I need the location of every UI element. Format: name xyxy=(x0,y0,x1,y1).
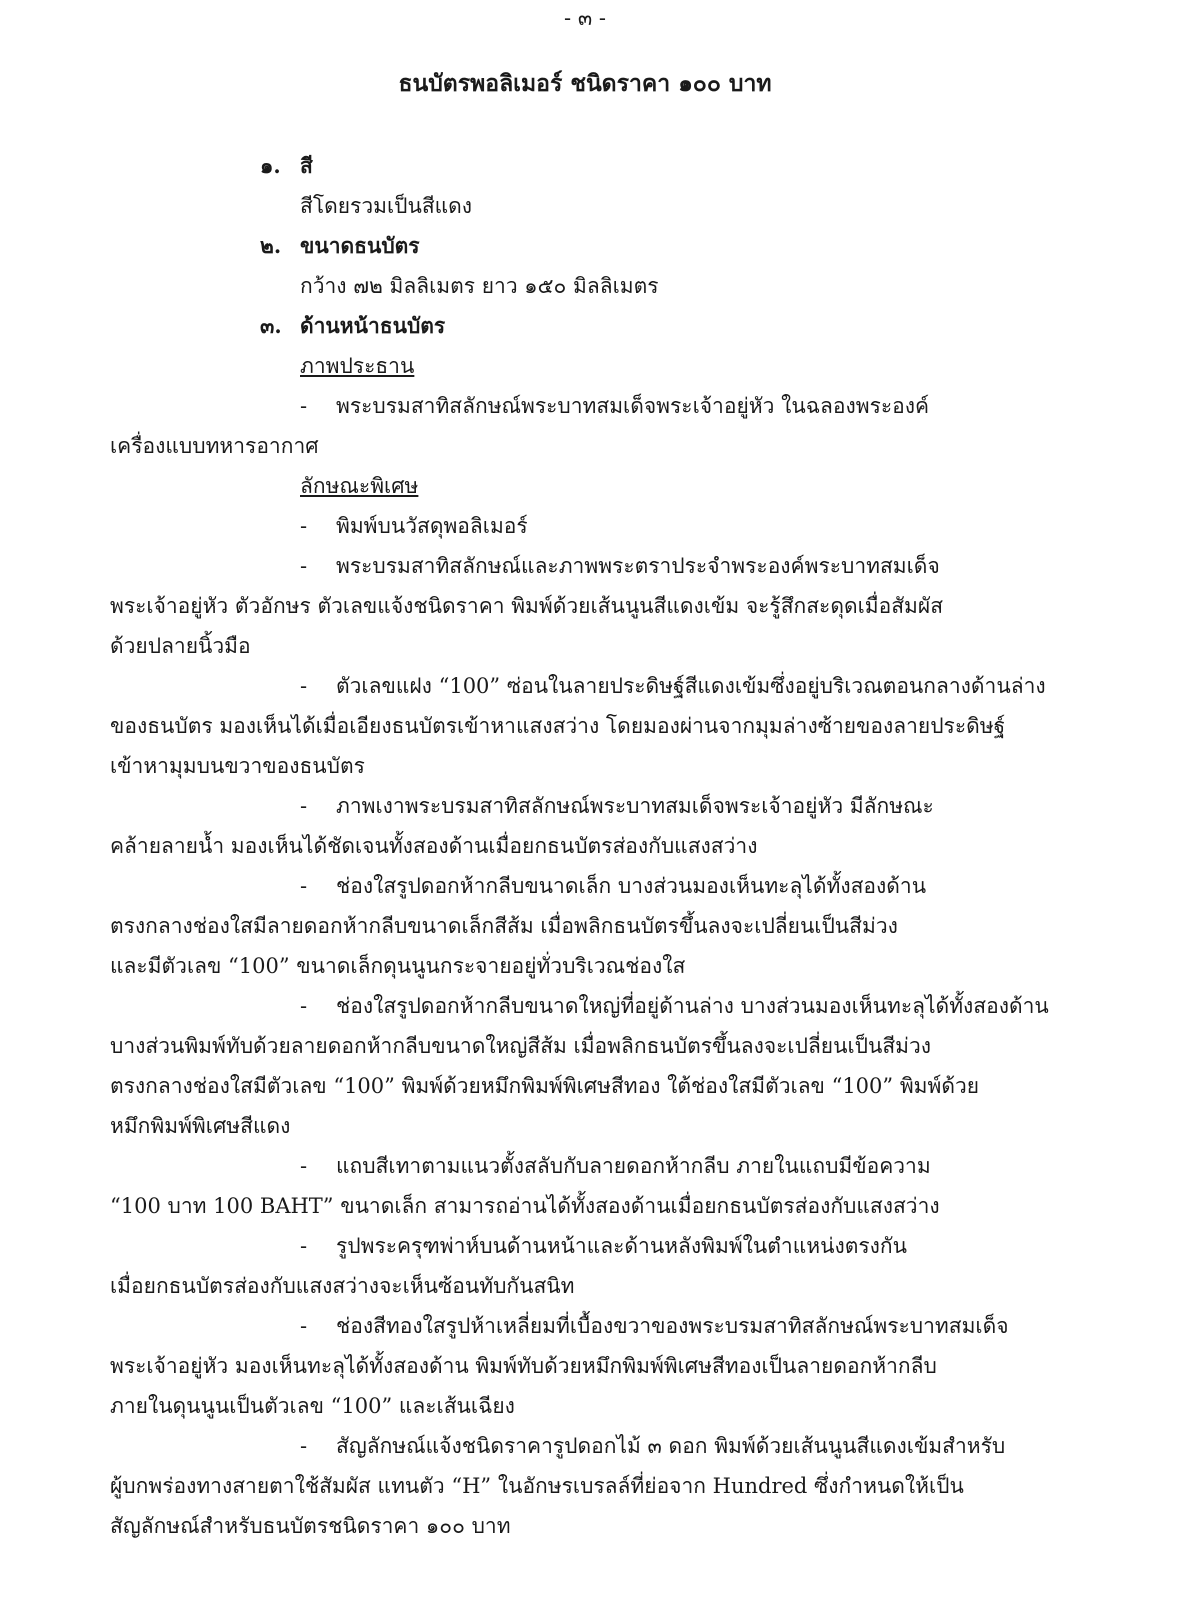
paragraph-line: - รูปพระครุฑพ่าห์บนด้านหน้าและด้านหลังพิมพ์ในตำแหน่งตรงกัน xyxy=(110,1226,1055,1266)
special-feature-item xyxy=(110,546,1055,666)
bullet-dash: - xyxy=(300,1314,308,1338)
bullet-dash: - xyxy=(300,1234,308,1258)
section-heading-front xyxy=(110,306,1055,346)
paragraph-line: - ช่องสีทองใสรูปห้าเหลี่ยมที่เบื้องขวาของพระบรมสาทิสลักษณ์พระบาทสมเด็จ xyxy=(110,1306,1055,1346)
paragraph-line: ตรงกลางช่องใสมีลายดอกห้ากลีบขนาดเล็กสีส้ม เมื่อพลิกธนบัตรขึ้นลงจะเปลี่ยนเป็นสีม่วง xyxy=(110,914,898,938)
paragraph-line: บางส่วนพิมพ์ทับด้วยลายดอกห้ากลีบขนาดใหญ่สีส้ม เมื่อพลิกธนบัตรขึ้นลงจะเปลี่ยนเป็นสีม่วง xyxy=(110,1034,932,1058)
paragraph-line: - แถบสีเทาตามแนวตั้งสลับกับลายดอกห้ากลีบ ภายในแถบมีข้อความ xyxy=(110,1146,1055,1186)
paragraph-line: พระเจ้าอยู่หัว ตัวอักษร ตัวเลขแจ้งชนิดราคา พิมพ์ด้วยเส้นนูนสีแดงเข้ม จะรู้สึกสะดุดเมื่อสัมผัส xyxy=(110,594,944,618)
section-number: ๑. xyxy=(260,153,281,178)
paragraph-line: หมึกพิมพ์พิเศษสีแดง xyxy=(110,1114,291,1138)
section-heading-size xyxy=(110,226,1055,266)
paragraph-line: เครื่องแบบทหารอากาศ xyxy=(110,434,319,458)
paragraph-line: - สัญลักษณ์แจ้งชนิดราคารูปดอกไม้ ๓ ดอก พิมพ์ด้วยเส้นนูนสีแดงเข้มสำหรับ xyxy=(110,1426,1055,1466)
paragraph-line: ภายในดุนนูนเป็นตัวเลข “100” และเส้นเฉียง xyxy=(110,1394,515,1418)
special-feature-item xyxy=(110,506,1055,546)
special-feature-item xyxy=(110,866,1055,986)
bullet-dash: - xyxy=(300,514,308,538)
bullet-dash: - xyxy=(300,554,308,578)
bullet-dash: - xyxy=(300,874,308,898)
section-title: ด้านหน้าธนบัตร xyxy=(300,313,446,338)
paragraph-line: - พิมพ์บนวัสดุพอลิเมอร์ xyxy=(110,506,1055,546)
paragraph-line: สัญลักษณ์สำหรับธนบัตรชนิดราคา ๑๐๐ บาท xyxy=(110,1514,511,1538)
section-body-size: กว้าง ๗๒ มิลลิเมตร ยาว ๑๕๐ มิลลิเมตร xyxy=(300,274,659,298)
paragraph-line: - ช่องใสรูปดอกห้ากลีบขนาดเล็ก บางส่วนมองเห็นทะลุได้ทั้งสองด้าน xyxy=(110,866,1055,906)
special-feature-item xyxy=(110,1306,1055,1426)
paragraph-line: ตรงกลางช่องใสมีตัวเลข “100” พิมพ์ด้วยหมึกพิมพ์พิเศษสีทอง ใต้ช่องใสมีตัวเลข “100” พิมพ์ด้วย xyxy=(110,1074,980,1098)
document-title: ธนบัตรพอลิเมอร์ ชนิดราคา ๑๐๐ บาท xyxy=(398,70,772,97)
paragraph-line: - พระบรมสาทิสลักษณ์พระบาทสมเด็จพระเจ้าอยู่หัว ในฉลองพระองค์ xyxy=(110,386,1055,426)
special-features-list xyxy=(110,506,1055,1546)
paragraph-line: พระเจ้าอยู่หัว มองเห็นทะลุได้ทั้งสองด้าน พิมพ์ทับด้วยหมึกพิมพ์พิเศษสีทองเป็นลายดอกห้ากลีบ xyxy=(110,1354,937,1378)
subheading-main-image: ภาพประธาน xyxy=(300,354,415,378)
bullet-dash: - xyxy=(300,994,308,1018)
bullet-dash: - xyxy=(300,1154,308,1178)
paragraph-line: ของธนบัตร มองเห็นได้เมื่อเอียงธนบัตรเข้าหาแสงสว่าง โดยมองผ่านจากมุมล่างซ้ายของลายประดิษฐ์ xyxy=(110,714,1006,738)
paragraph-line: “100 บาท 100 BAHT” ขนาดเล็ก สามารถอ่านได้ทั้งสองด้านเมื่อยกธนบัตรส่องกับแสงสว่าง xyxy=(110,1194,940,1218)
bullet-dash: - xyxy=(300,674,308,698)
special-feature-item xyxy=(110,1146,1055,1226)
section-title: ขนาดธนบัตร xyxy=(300,233,420,258)
special-feature-item xyxy=(110,786,1055,866)
paragraph-line: - พระบรมสาทิสลักษณ์และภาพพระตราประจำพระองค์พระบาทสมเด็จ xyxy=(110,546,1055,586)
paragraph-line: - ช่องใสรูปดอกห้ากลีบขนาดใหญ่ที่อยู่ด้านล่าง บางส่วนมองเห็นทะลุได้ทั้งสองด้าน xyxy=(110,986,1055,1026)
document-body xyxy=(110,146,1055,1546)
paragraph-line: เข้าหามุมบนขวาของธนบัตร xyxy=(110,754,365,778)
paragraph-line: คล้ายลายน้ำ มองเห็นได้ชัดเจนทั้งสองด้านเมื่อยกธนบัตรส่องกับแสงสว่าง xyxy=(110,834,758,858)
main-image-paragraph xyxy=(110,386,1055,466)
section-title: สี xyxy=(300,153,313,178)
page-number: - ๓ - xyxy=(564,6,606,30)
paragraph-line: ด้วยปลายนิ้วมือ xyxy=(110,634,251,658)
special-feature-item xyxy=(110,986,1055,1146)
section-number: ๒. xyxy=(260,233,282,258)
paragraph-line: ผู้บกพร่องทางสายตาใช้สัมผัส แทนตัว “H” ในอักษรเบรลล์ที่ย่อจาก Hundred ซึ่งกำหนดให้เป็น xyxy=(110,1474,964,1498)
section-heading-color xyxy=(110,146,1055,186)
section-body-color: สีโดยรวมเป็นสีแดง xyxy=(300,194,473,218)
section-number: ๓. xyxy=(260,313,282,338)
bullet-dash: - xyxy=(300,1434,308,1458)
special-feature-item xyxy=(110,1226,1055,1306)
bullet-dash: - xyxy=(300,394,308,418)
paragraph-line: - ตัวเลขแฝง “100” ซ่อนในลายประดิษฐ์สีแดงเข้มซึ่งอยู่บริเวณตอนกลางด้านล่าง xyxy=(110,666,1055,706)
subheading-special-features: ลักษณะพิเศษ xyxy=(300,474,419,498)
paragraph-line: เมื่อยกธนบัตรส่องกับแสงสว่างจะเห็นซ้อนทับกันสนิท xyxy=(110,1274,575,1298)
special-feature-item xyxy=(110,1426,1055,1546)
paragraph-line: - ภาพเงาพระบรมสาทิสลักษณ์พระบาทสมเด็จพระเจ้าอยู่หัว มีลักษณะ xyxy=(110,786,1055,826)
special-feature-item xyxy=(110,666,1055,786)
bullet-dash: - xyxy=(300,794,308,818)
paragraph-line: และมีตัวเลข “100” ขนาดเล็กดุนนูนกระจายอยู่ทั่วบริเวณช่องใส xyxy=(110,954,686,978)
